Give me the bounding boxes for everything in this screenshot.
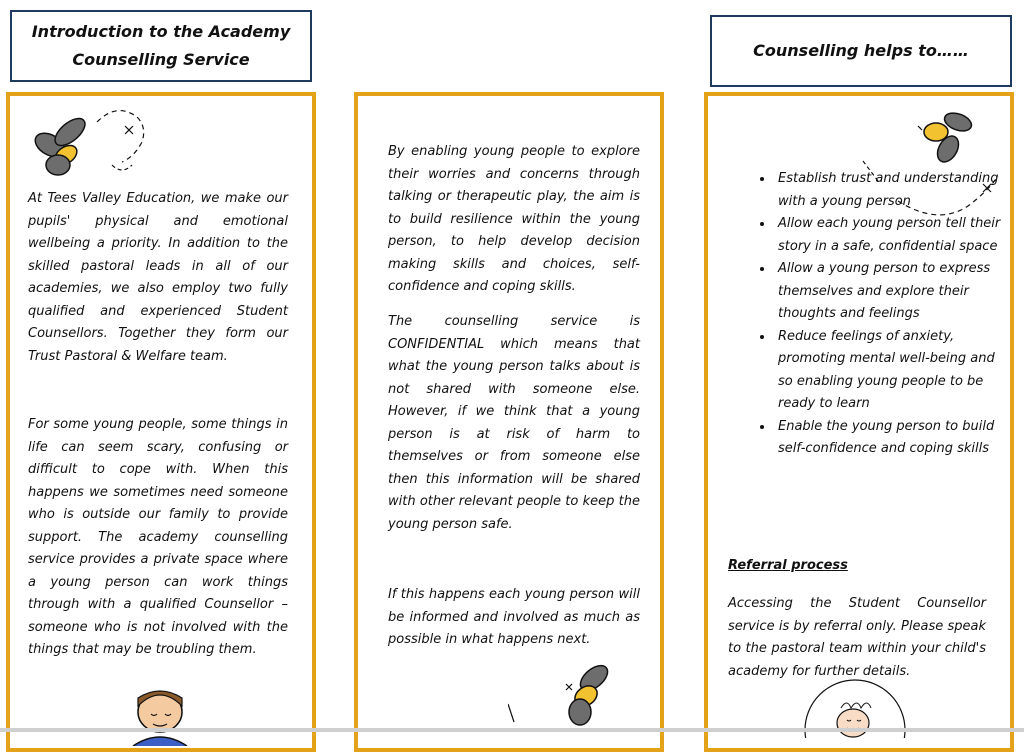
benefit-item: • Allow a young person to express themselves and explore their thoughts and feelings: [774, 258, 1004, 326]
intro-title: Introduction to the Academy Counselling Service: [31, 22, 291, 69]
bee-icon: [508, 656, 638, 736]
bee-icon: [22, 110, 172, 190]
intro-title-box: [10, 10, 312, 82]
helps-title-box: [710, 15, 1012, 87]
intro-paragraph-2: For some young people, some things in life can seem scary, confusing or difficult to cope with. When this happens we sometimes need someone who is outside our family to provide support. The academy counselling service provides a private space where a young person can work things through with a qualified Counsellor – someone who is not involved with the things that may be troubling them.: [28, 417, 288, 657]
benefit-item: • Allow each young person tell their story in a safe, confidential space: [774, 213, 1004, 258]
referral-heading: Referral process: [728, 558, 848, 573]
intro-panel: [6, 92, 316, 752]
benefits-panel: [704, 92, 1014, 752]
benefits-list: [736, 168, 1004, 461]
benefit-item: • Establish trust and understanding with a young person: [774, 168, 1004, 213]
page-bottom-edge: [0, 728, 1024, 732]
benefit-item: • Reduce feelings of anxiety, promoting mental well-being and so enabling young people to be ready to learn: [774, 326, 1004, 416]
confidential-paragraph: The counselling service is CONFIDENTIAL which means that what the young person talks about is not shared with someone else. However, if we think that a young person is at risk of harm to themselves or from someone else then this information will be shared with other relevant people to keep the young person safe.: [388, 314, 640, 532]
intro-paragraph-1: At Tees Valley Education, we make our pupils' physical and emotional wellbeing a priority. In addition to the skilled pastoral leads in all of our academies, we also employ two fully qualified and experienced Student Counsellors. Together they form our Trust Pastoral & Welfare team.: [28, 191, 288, 364]
aim-paragraph: By enabling young people to explore their worries and concerns through talking or therapeutic play, the aim is to build resilience within the young person, to help develop decision making skills and choices, self-confidence and coping skills.: [388, 144, 640, 294]
child-face-icon: [125, 686, 195, 746]
benefit-item: • Enable the young person to build self-confidence and coping skills: [774, 416, 1004, 461]
bee-icon: [908, 104, 998, 164]
helps-title: Counselling helps to……: [753, 41, 969, 60]
next-steps-paragraph: If this happens each young person will be informed and involved as much as possible in what happens next.: [388, 587, 640, 647]
confidentiality-panel: [354, 92, 664, 752]
referral-paragraph: Accessing the Student Counsellor service is by referral only. Please speak to the pastoral team within your child's academy for further details.: [728, 596, 986, 679]
